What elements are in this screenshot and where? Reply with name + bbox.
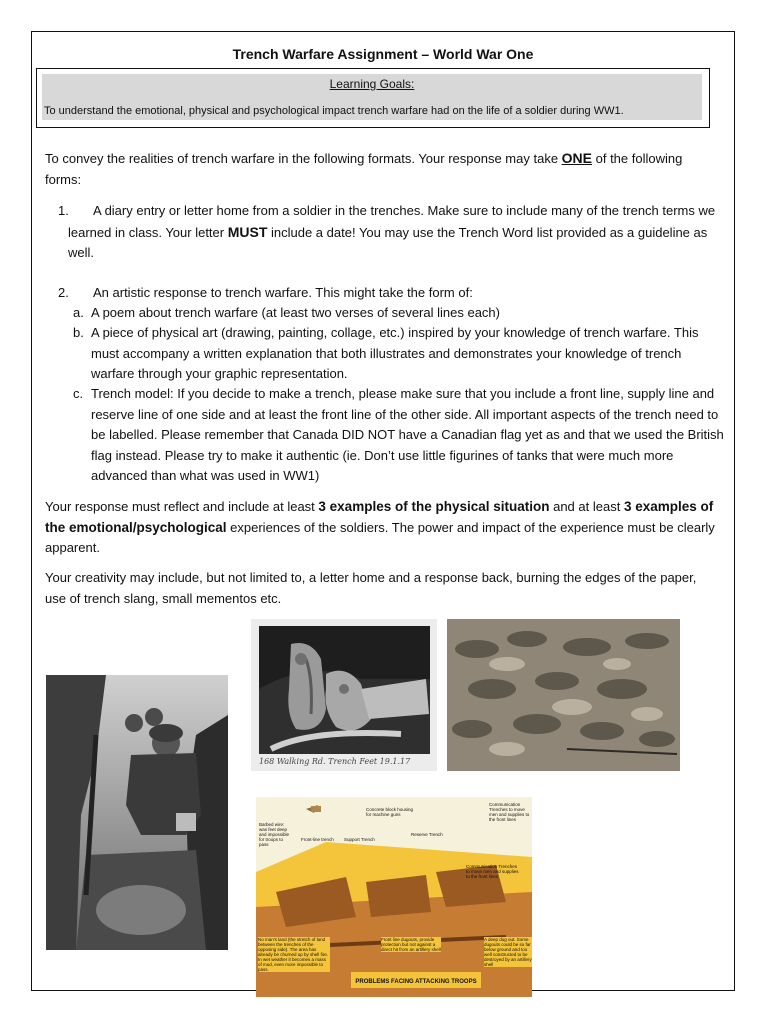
document-title: Trench Warfare Assignment – World War One [232, 46, 534, 62]
trench-diagram [256, 797, 532, 997]
soldiers-trench-photo [46, 675, 228, 950]
emphasis-one: ONE [561, 150, 592, 166]
learning-goals-heading: Learning Goals: [329, 77, 415, 91]
sub-item-physical-art: A piece of physical art (drawing, painting, collage, etc.) inspired by your knowledge of trench warfare. This must accompany a written explanation that both illustrates and demonstrates your knowledge of trench warfare through your graphic representation. [91, 325, 699, 381]
rats-photo [447, 619, 680, 771]
reflect-paragraph: Your response must reflect and include at least 3 examples of the physical situation and at least 3 examples of the emotional/psychological experiences of the soldiers. The power and impact of the experience must be clearly apparent. [45, 499, 715, 555]
emphasis-must: MUST [227, 223, 268, 240]
list-item-letter: A diary entry or letter home from a soldier in the trenches. Make sure to include many of the trench terms we learned in class. Your letter MUST include a date! You may use the Trench Word list provided as a guideline as well. [68, 203, 716, 260]
feet-photo-caption: 168 Walking Rd. Trench Feet 19.1.17 [259, 757, 411, 766]
diagram-bottom-title: PROBLEMS FACING ATTACKING TROOPS [355, 979, 477, 985]
list-item-artistic: An artistic response to trench warfare. This might take the form of: [93, 285, 473, 300]
sub-label: b. [73, 325, 84, 340]
label-concrete: Concrete block housing for machine guns [366, 807, 414, 817]
learning-goals-text: To understand the emotional, physical and psychological impact trench warfare had on the life of a soldier during WW1. [44, 105, 624, 117]
label-barbed-wire: Barbed wire: was feet deep and impossible for troops to pass [259, 822, 290, 847]
sub-label: a. [73, 305, 84, 320]
label-reserve-trench: Reserve Trench [411, 832, 443, 837]
label-dugouts: Front line dugouts, provide protection but not against a direct hit from an artillery shell [381, 937, 441, 952]
label-front-line: Front-line trench [301, 837, 334, 842]
intro-paragraph: To convey the realities of trench warfare in the following formats. Your response may take ONE of the following forms: [45, 150, 683, 187]
label-deep-dugout: A deep dug out. Some dugouts could be so far below ground and too well constructed to be destroyed by an artillery shell [484, 937, 532, 967]
label-communication-top: Communication Trenches to move men and supplies to the front lines [489, 802, 530, 822]
list-number: 2. [58, 285, 69, 300]
label-support-trench: Support Trench [344, 837, 375, 842]
sub-label: c. [73, 386, 84, 401]
sub-item-poem: A poem about trench warfare (at least two verses of several lines each) [91, 305, 500, 320]
list-number: 1. [58, 203, 69, 218]
creativity-paragraph: Your creativity may include, but not limited to, a letter home and a response back, burning the edges of the paper, use of trench slang, small mementos etc. [45, 570, 697, 606]
sub-item-trench-model: Trench model: If you decide to make a trench, please make sure that you include a front line, supply line and reserve line of one side and at least the front line of the other side. All important aspects of the trench need to be labelled. Please remember that Canada DID NOT have a Canadian flag yet as and that we used the British flag instead. Please try to make it authentic (ie. Don’t use little figurines of tanks that were much more advanced than what was used in WW1) [91, 386, 724, 483]
label-communication-mid: Communication Trenches to move men and supplies to the front lines [466, 864, 519, 879]
emphasis-emotional: 3 examples of the emotional/psychological [45, 499, 714, 535]
emphasis-physical: 3 examples of the physical situation [318, 499, 550, 514]
label-no-mans-land: No man's land (the stretch of land between the trenches of the opposing side). The area has already be churned up by shell fire. In wet weather it becomes a mass of mud, even more impossible to pass. [258, 937, 329, 972]
trench-feet-photo [251, 619, 437, 771]
